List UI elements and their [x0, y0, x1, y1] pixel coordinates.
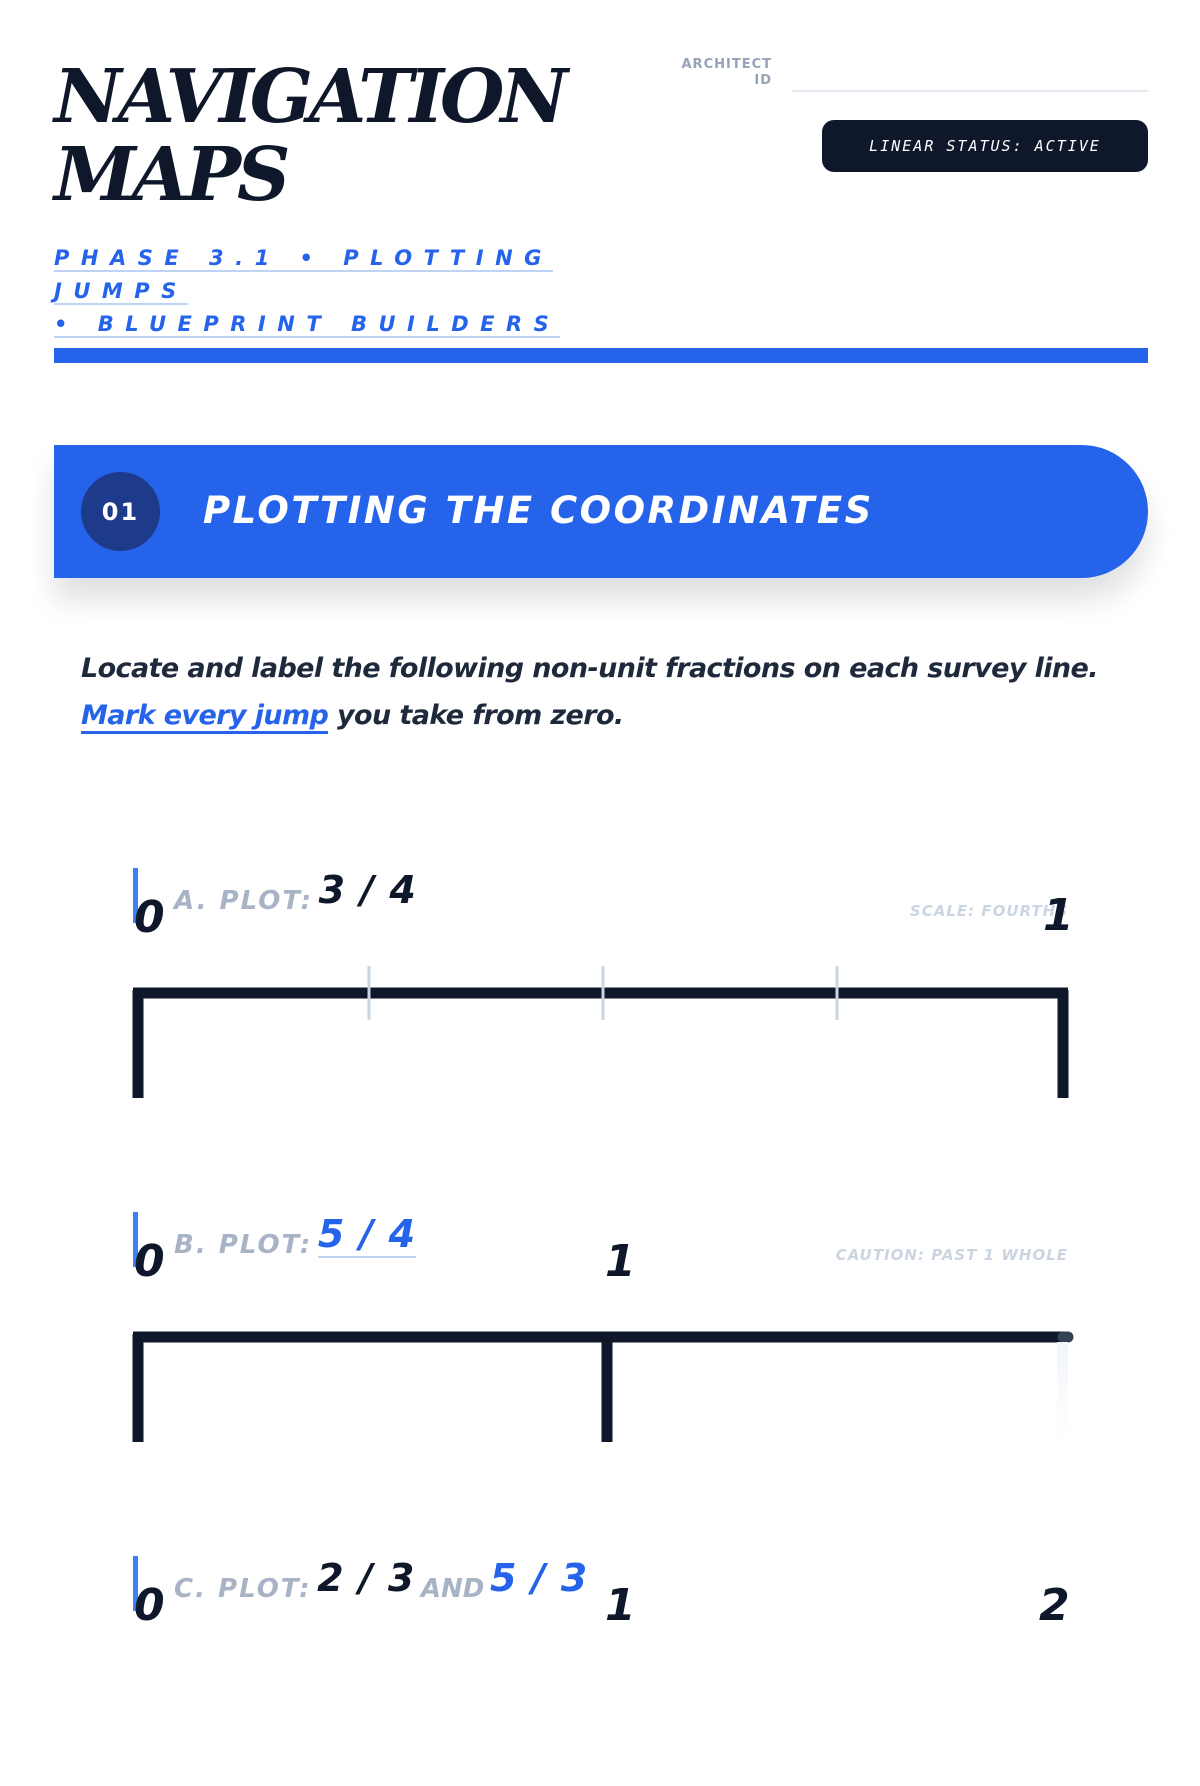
problem-c-conjunction: AND: [420, 1574, 485, 1604]
architect-label-line-1: ARCHITECT: [681, 57, 772, 72]
subtitle-line-1: PHASE 3.1 • PLOTTING JUMPS: [54, 246, 553, 303]
title-line-2: MAPS: [54, 132, 287, 218]
problem-c-target-fraction-1: 2 / 3: [317, 1556, 416, 1600]
problem-b-tick-two-faded: [1057, 1342, 1068, 1442]
title-line-1: NAVIGATION: [54, 54, 565, 140]
problem-c-prompt: [133, 1556, 588, 1611]
problem-b-label: B. PLOT:: [174, 1230, 313, 1260]
page-title: [54, 54, 565, 218]
instructions-text: [81, 645, 1161, 739]
problem-c: [133, 1556, 1068, 1786]
problem-a-scale-note: SCALE: FOURTHS: [909, 902, 1068, 920]
problem-a-label: A. PLOT:: [174, 886, 314, 916]
problem-a-start-label: 0: [134, 892, 165, 943]
architect-id-field[interactable]: [792, 90, 1148, 92]
problem-a-target-fraction: 3 / 4: [318, 868, 417, 912]
instructions-tail: you take from zero.: [328, 700, 624, 731]
problem-c-two-label: 2: [1039, 1580, 1070, 1631]
section-title: PLOTTING THE COORDINATES: [203, 489, 874, 532]
problem-b-start-label: 0: [134, 1236, 165, 1287]
problem-c-one-label: 1: [605, 1580, 636, 1631]
problem-a-number-line[interactable]: [133, 868, 1068, 1098]
problem-b: [133, 1212, 1068, 1442]
problem-a: [133, 868, 1074, 1098]
problem-b-one-label: 1: [605, 1236, 636, 1287]
status-badge: LINEAR STATUS: ACTIVE: [822, 120, 1148, 172]
problem-b-number-line[interactable]: [133, 1212, 1068, 1442]
section-number-badge: 01: [81, 472, 160, 551]
problem-b-caution-note: CAUTION: PAST 1 WHOLE: [835, 1246, 1068, 1264]
header-divider: [54, 348, 1148, 363]
page-subtitle: [54, 242, 694, 341]
section-banner: [54, 445, 1148, 578]
problem-c-start-label: 0: [134, 1580, 165, 1631]
architect-label-line-2: ID: [754, 73, 772, 88]
instructions-lead: Locate and label the following non-unit fractions on each survey line.: [81, 653, 1098, 684]
instructions-highlight: Mark every jump: [81, 700, 328, 734]
problem-c-label: C. PLOT:: [174, 1574, 312, 1604]
problem-c-target-fraction-2: 5 / 3: [489, 1556, 589, 1600]
problem-b-target-fraction: 5 / 4: [317, 1212, 417, 1256]
problem-a-end-label: 1: [1043, 890, 1074, 941]
subtitle-line-2: • BLUEPRINT BUILDERS: [54, 312, 561, 336]
architect-id-label: [640, 57, 772, 89]
